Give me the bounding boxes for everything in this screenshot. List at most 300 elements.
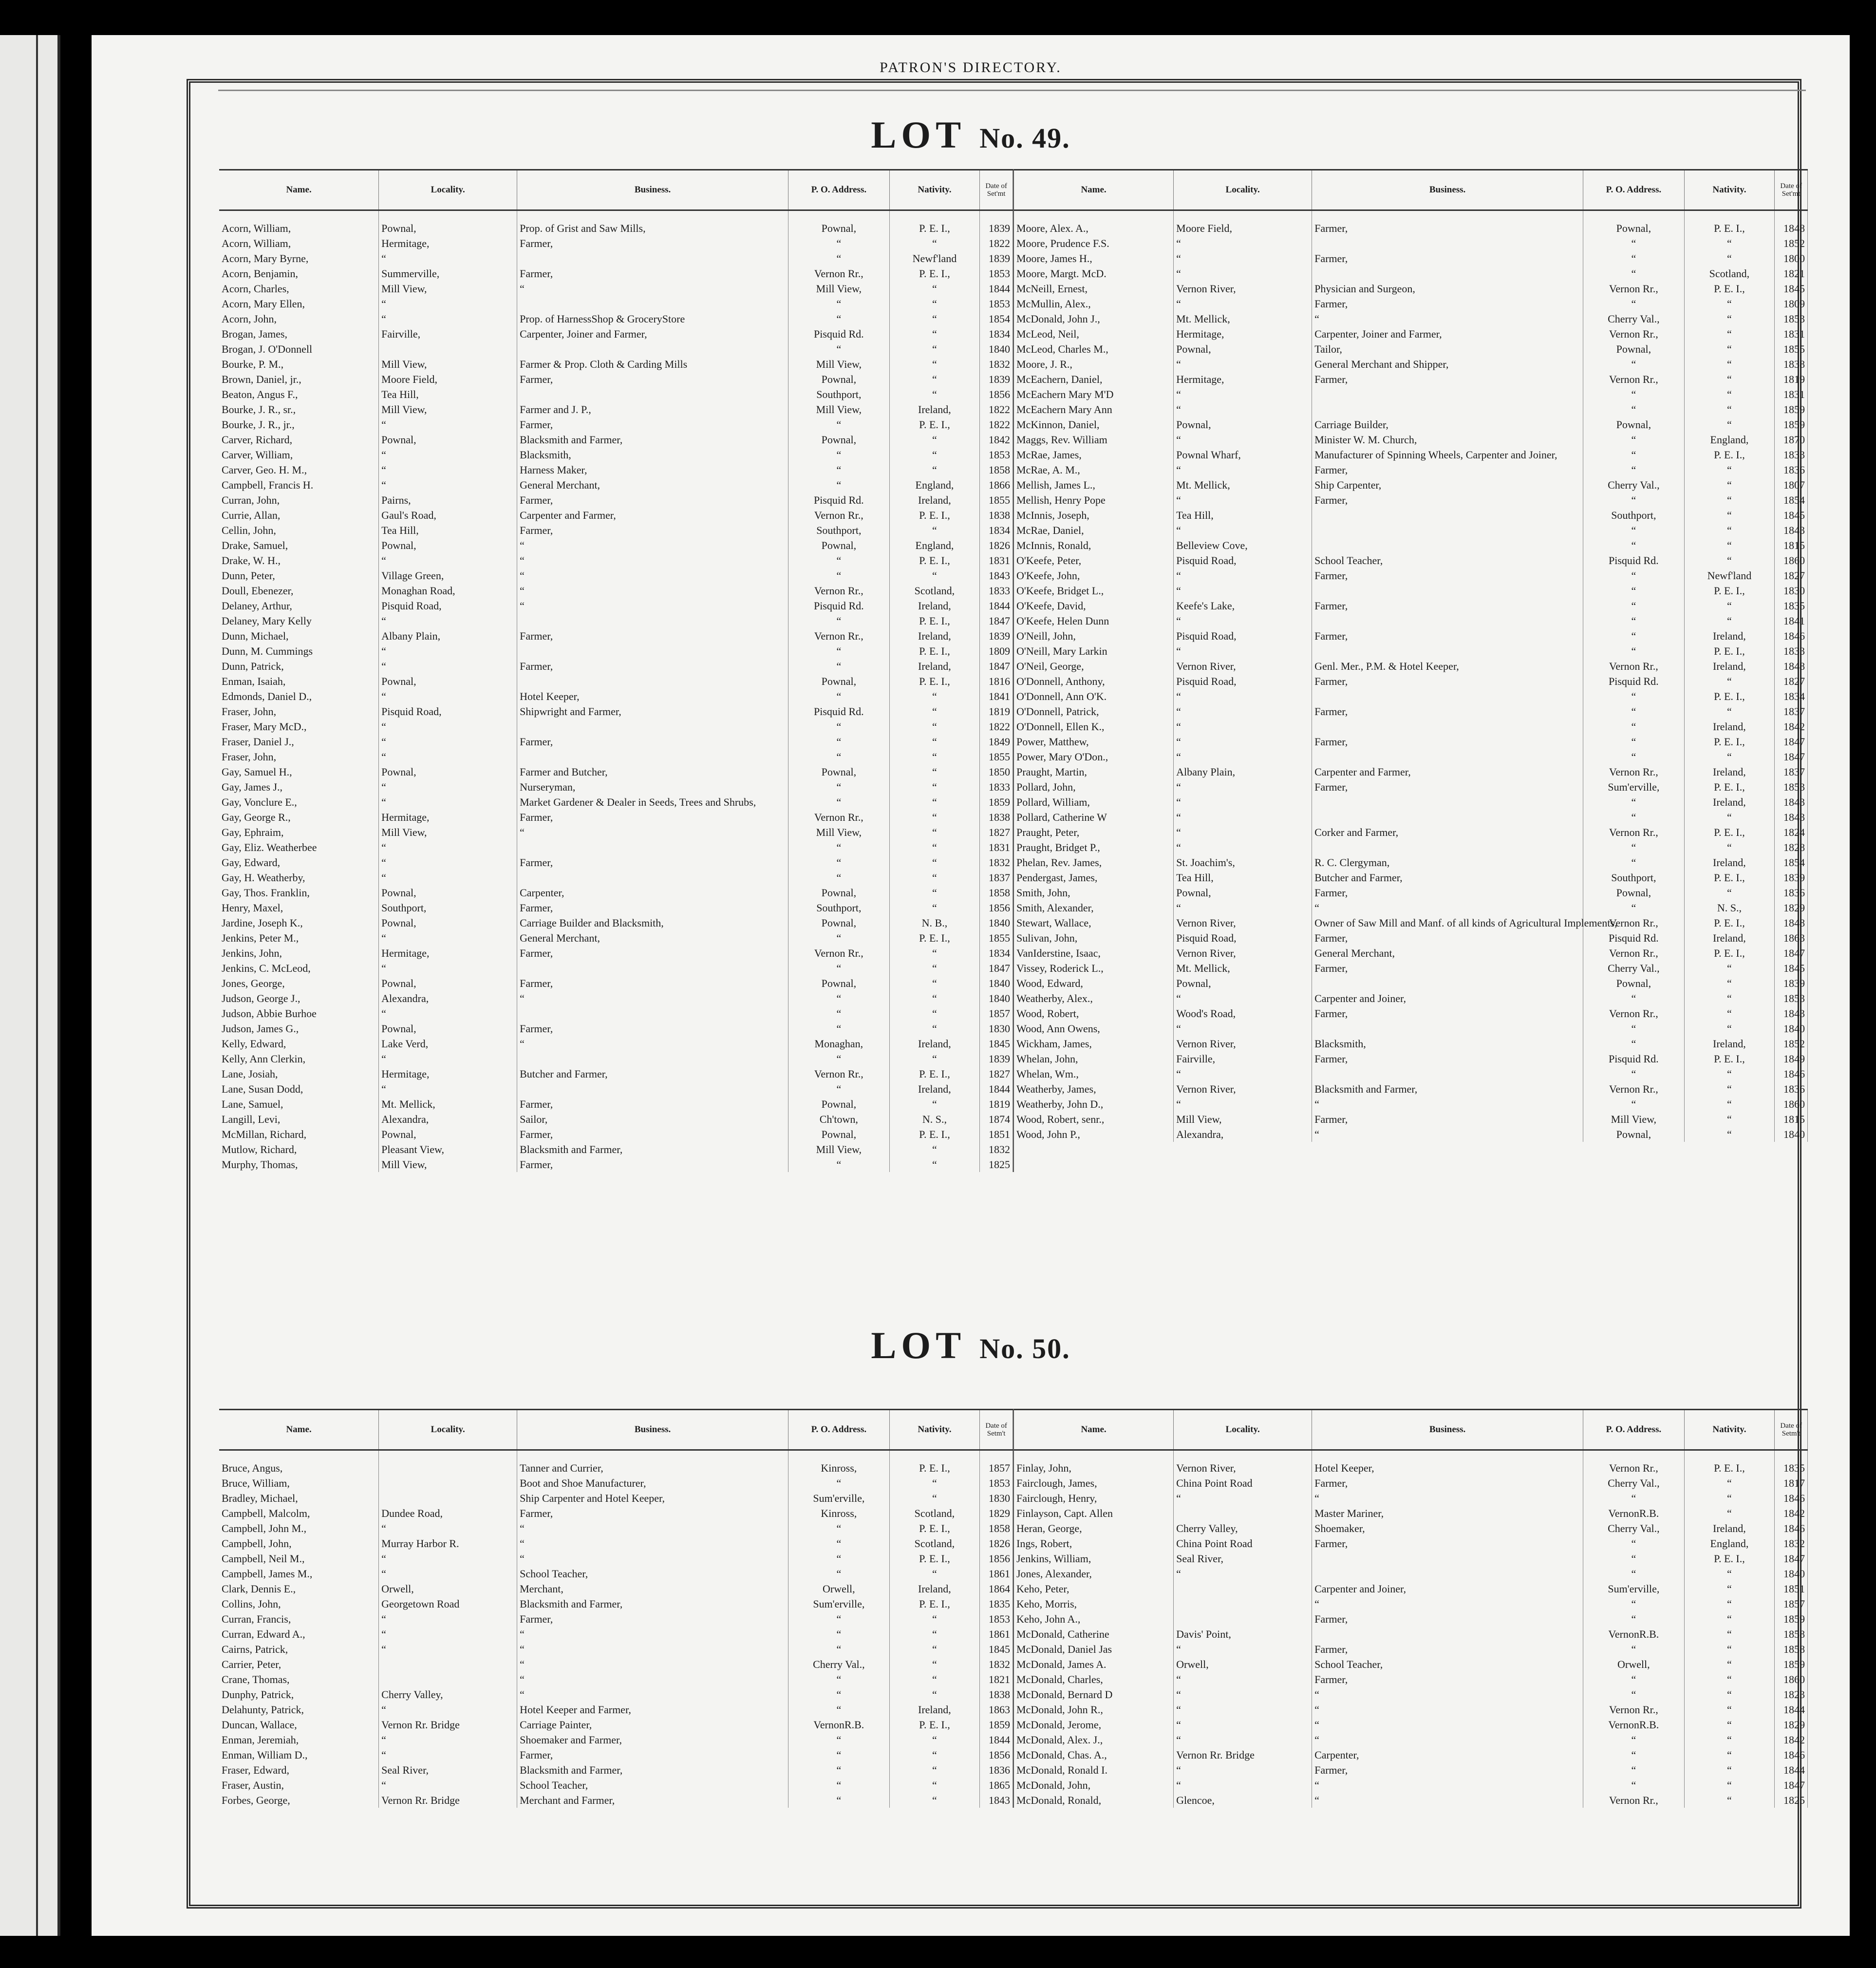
business-cell: Blacksmith and Farmer, — [517, 432, 788, 447]
business-header: Business. — [517, 1410, 788, 1450]
nativity-cell: “ — [889, 1778, 980, 1793]
nativity-header: Nativity. — [889, 1410, 980, 1450]
date-cell: 1834 — [980, 946, 1013, 961]
date-cell: 1859 — [980, 1717, 1013, 1732]
locality-cell: Davis' Point, — [1174, 1627, 1312, 1642]
locality-cell: Vernon River, — [1174, 915, 1312, 930]
table-row — [219, 251, 1013, 266]
po-address-cell: Vernon Rr., — [1583, 1081, 1685, 1097]
nativity-cell: “ — [889, 991, 980, 1006]
nativity-cell: “ — [1684, 674, 1775, 689]
date-cell: 1819 — [980, 704, 1013, 719]
table-row — [219, 1672, 1013, 1687]
date-cell: 1832 — [1775, 1536, 1808, 1551]
table-row — [219, 447, 1013, 462]
locality-cell — [379, 1657, 517, 1672]
nativity-cell: “ — [1684, 492, 1775, 508]
locality-cell: “ — [379, 1778, 517, 1793]
po-address-cell: “ — [788, 251, 890, 266]
locality-cell: Orwell, — [379, 1581, 517, 1596]
business-cell: Shoemaker, — [1312, 1521, 1583, 1536]
business-cell: Farmer, — [517, 810, 788, 825]
name-cell: Bradley, Michael, — [219, 1491, 379, 1506]
date-cell: 1855 — [1775, 341, 1808, 357]
po-address-cell: Pownal, — [1583, 341, 1685, 357]
business-cell: “ — [517, 598, 788, 613]
nativity-cell: P. E. I., — [889, 1450, 980, 1476]
table-row — [219, 1127, 1013, 1142]
business-cell — [1312, 749, 1583, 764]
locality-cell: Gaul's Road, — [379, 508, 517, 523]
locality-cell — [379, 1450, 517, 1476]
name-cell: McDonald, Bernard D — [1014, 1687, 1174, 1702]
table-row — [1014, 946, 1808, 961]
locality-cell: Pownal, — [379, 1021, 517, 1036]
po-address-cell: “ — [1583, 1596, 1685, 1611]
date-cell: 1827 — [1775, 674, 1808, 689]
name-cell: McDonald, Ronald I. — [1014, 1762, 1174, 1778]
table-row — [1014, 281, 1808, 296]
locality-cell: Southport, — [379, 900, 517, 915]
nativity-cell: “ — [889, 1157, 980, 1172]
name-cell: Pendergast, James, — [1014, 870, 1174, 885]
name-cell: Smith, Alexander, — [1014, 900, 1174, 915]
name-cell: McEachern, Daniel, — [1014, 372, 1174, 387]
table-row — [219, 341, 1013, 357]
date-cell: 1832 — [980, 1142, 1013, 1157]
lot-49-right-column — [1013, 169, 1808, 1172]
name-cell: O'Donnell, Patrick, — [1014, 704, 1174, 719]
business-cell: Carriage Builder, — [1312, 417, 1583, 432]
locality-cell: “ — [379, 553, 517, 568]
lot-50-title — [92, 1324, 1850, 1367]
po-address-cell: Cherry Val., — [1583, 311, 1685, 326]
date-cell: 1864 — [980, 1581, 1013, 1596]
table-row — [1014, 1687, 1808, 1702]
name-cell: Gay, Thos. Franklin, — [219, 885, 379, 900]
business-cell: Farmer, — [1312, 1536, 1583, 1551]
po-address-cell: Pownal, — [788, 915, 890, 930]
po-address-header: P. O. Address. — [788, 1410, 890, 1450]
nativity-cell: “ — [1684, 1081, 1775, 1097]
date-cell: 1836 — [1775, 462, 1808, 477]
business-cell: Tanner and Currier, — [517, 1450, 788, 1476]
nativity-cell: Scotland, — [1684, 266, 1775, 281]
table-row — [1014, 870, 1808, 885]
po-address-cell: Vernon Rr., — [788, 628, 890, 643]
locality-cell: “ — [379, 719, 517, 734]
date-cell: 1858 — [1775, 1627, 1808, 1642]
locality-cell: “ — [1174, 900, 1312, 915]
po-address-cell: Pisquid Rd. — [1583, 553, 1685, 568]
name-cell: McDonald, John R., — [1014, 1702, 1174, 1717]
locality-cell: Murray Harbor R. — [379, 1536, 517, 1551]
name-cell: Gay, George R., — [219, 810, 379, 825]
po-address-cell: “ — [788, 734, 890, 749]
nativity-cell: “ — [1684, 1642, 1775, 1657]
table-row — [219, 764, 1013, 779]
lot-49-title — [92, 113, 1850, 157]
business-cell: Farmer, — [1312, 1476, 1583, 1491]
locality-cell: Vernon River, — [1174, 1081, 1312, 1097]
name-cell: Jenkins, Peter M., — [219, 930, 379, 946]
nativity-cell: “ — [889, 341, 980, 357]
date-cell: 1839 — [1775, 870, 1808, 885]
date-cell: 1830 — [1775, 583, 1808, 598]
business-cell: Hotel Keeper and Farmer, — [517, 1702, 788, 1717]
name-cell: Acorn, William, — [219, 210, 379, 236]
nativity-cell: “ — [889, 1021, 980, 1036]
po-address-cell: Pownal, — [788, 432, 890, 447]
po-address-cell: “ — [1583, 719, 1685, 734]
date-cell: 1866 — [980, 477, 1013, 492]
po-address-cell: Vernon Rr., — [1583, 1793, 1685, 1808]
date-cell: 1847 — [1775, 946, 1808, 961]
business-cell — [517, 674, 788, 689]
date-cell: 1821 — [980, 1672, 1013, 1687]
date-cell: 1870 — [1775, 432, 1808, 447]
date-cell: 1859 — [1775, 402, 1808, 417]
table-row — [1014, 900, 1808, 915]
name-cell: McDonald, Chas. A., — [1014, 1747, 1174, 1762]
nativity-cell: “ — [1684, 1476, 1775, 1491]
po-address-cell: Pownal, — [788, 372, 890, 387]
nativity-cell: P. E. I., — [1684, 643, 1775, 659]
business-header: Business. — [1312, 1410, 1583, 1450]
po-address-cell: “ — [1583, 1778, 1685, 1793]
locality-cell: Hermitage, — [379, 810, 517, 825]
po-address-cell: Pisquid Rd. — [788, 492, 890, 508]
nativity-cell: “ — [889, 311, 980, 326]
business-cell: “ — [1312, 1717, 1583, 1732]
nativity-cell: P. E. I., — [1684, 1551, 1775, 1566]
date-cell: 1858 — [980, 462, 1013, 477]
po-address-cell: Mill View, — [788, 357, 890, 372]
nativity-cell: “ — [1684, 810, 1775, 825]
locality-cell: Mt. Mellick, — [1174, 477, 1312, 492]
business-cell — [517, 643, 788, 659]
directory-page — [92, 35, 1850, 1936]
business-cell: Farmer, — [1312, 598, 1583, 613]
business-cell — [1312, 840, 1583, 855]
table-row — [219, 1793, 1013, 1808]
business-cell — [1312, 1627, 1583, 1642]
po-address-cell: Pownal, — [788, 538, 890, 553]
locality-cell: Pisquid Road, — [1174, 628, 1312, 643]
date-cell: 1833 — [1775, 643, 1808, 659]
name-cell: Enman, Jeremiah, — [219, 1732, 379, 1747]
nativity-cell: “ — [1684, 462, 1775, 477]
table-row — [1014, 1581, 1808, 1596]
nativity-cell: Ireland, — [889, 402, 980, 417]
business-cell: Ship Carpenter and Hotel Keeper, — [517, 1491, 788, 1506]
business-cell: “ — [1312, 1732, 1583, 1747]
table-row — [1014, 1732, 1808, 1747]
table-row — [1014, 795, 1808, 810]
nativity-cell: “ — [889, 1627, 980, 1642]
po-address-cell: “ — [788, 236, 890, 251]
date-cell: 1840 — [980, 915, 1013, 930]
locality-cell: Pairns, — [379, 492, 517, 508]
business-cell: “ — [1312, 1687, 1583, 1702]
locality-cell: Seal River, — [1174, 1551, 1312, 1566]
table-row — [219, 568, 1013, 583]
locality-cell: “ — [379, 447, 517, 462]
nativity-cell: P. E. I., — [889, 1521, 980, 1536]
nativity-cell: “ — [1684, 1581, 1775, 1596]
locality-cell: “ — [379, 417, 517, 432]
locality-cell: St. Joachim's, — [1174, 855, 1312, 870]
nativity-cell: “ — [889, 1642, 980, 1657]
date-cell: 1858 — [1775, 1642, 1808, 1657]
name-cell: Bourke, J. R., sr., — [219, 402, 379, 417]
date-cell: 1845 — [980, 1036, 1013, 1051]
po-address-cell: “ — [788, 1702, 890, 1717]
name-cell: Moore, James H., — [1014, 251, 1174, 266]
business-cell — [1312, 795, 1583, 810]
nativity-cell: “ — [1684, 1491, 1775, 1506]
lot-49-left-column — [219, 169, 1013, 1172]
locality-cell: Fairville, — [1174, 1051, 1312, 1066]
date-cell: 1847 — [980, 659, 1013, 674]
locality-cell: Pleasant View, — [379, 1142, 517, 1157]
table-row — [1014, 1642, 1808, 1657]
locality-cell: “ — [1174, 583, 1312, 598]
locality-cell: Vernon Rr. Bridge — [379, 1793, 517, 1808]
business-cell — [517, 961, 788, 976]
business-cell: Farmer, — [1312, 492, 1583, 508]
directory-table — [219, 1409, 1013, 1808]
po-address-cell: Pisquid Rd. — [1583, 1051, 1685, 1066]
locality-cell: “ — [1174, 1566, 1312, 1581]
business-cell: Farmer, — [1312, 674, 1583, 689]
date-cell: 1831 — [1775, 387, 1808, 402]
nativity-cell: “ — [889, 1672, 980, 1687]
locality-cell: “ — [1174, 840, 1312, 855]
po-address-cell: “ — [788, 719, 890, 734]
nativity-cell: “ — [1684, 749, 1775, 764]
name-cell: Dunn, Patrick, — [219, 659, 379, 674]
date-cell: 1828 — [1775, 840, 1808, 855]
locality-cell: “ — [1174, 1717, 1312, 1732]
date-cell: 1851 — [980, 1127, 1013, 1142]
table-row — [1014, 1081, 1808, 1097]
table-row — [1014, 1778, 1808, 1793]
table-row — [1014, 553, 1808, 568]
date-cell: 1853 — [1775, 991, 1808, 1006]
po-address-cell: Ch'town, — [788, 1112, 890, 1127]
table-row — [1014, 568, 1808, 583]
name-cell: Brown, Daniel, jr., — [219, 372, 379, 387]
name-cell: Wood, Robert, senr., — [1014, 1112, 1174, 1127]
name-cell: Jones, George, — [219, 976, 379, 991]
nativity-cell: “ — [1684, 402, 1775, 417]
po-address-cell: “ — [788, 477, 890, 492]
locality-cell: “ — [379, 1051, 517, 1066]
nativity-cell: P. E. I., — [1684, 583, 1775, 598]
nativity-cell: P. E. I., — [1684, 734, 1775, 749]
po-address-cell: “ — [788, 311, 890, 326]
locality-cell: “ — [1174, 568, 1312, 583]
po-address-cell: “ — [1583, 991, 1685, 1006]
date-cell: 1857 — [1775, 1596, 1808, 1611]
po-address-cell: Vernon Rr., — [1583, 281, 1685, 296]
business-cell: Shoemaker and Farmer, — [517, 1732, 788, 1747]
business-cell — [1312, 387, 1583, 402]
nativity-cell: “ — [889, 1732, 980, 1747]
business-cell: Market Gardener & Dealer in Seeds, Trees and Shrubs, — [517, 795, 788, 810]
nativity-cell: “ — [889, 1566, 980, 1581]
table-row — [1014, 417, 1808, 432]
name-cell: Weatherby, James, — [1014, 1081, 1174, 1097]
po-address-cell: Southport, — [1583, 508, 1685, 523]
locality-cell: Monaghan Road, — [379, 583, 517, 598]
table-row — [1014, 492, 1808, 508]
name-cell: Smith, John, — [1014, 885, 1174, 900]
business-cell — [1312, 583, 1583, 598]
name-cell: Collins, John, — [219, 1596, 379, 1611]
business-cell: “ — [1312, 311, 1583, 326]
po-address-cell: “ — [788, 1051, 890, 1066]
nativity-cell: “ — [1684, 840, 1775, 855]
business-cell: Farmer, — [1312, 372, 1583, 387]
nativity-cell: “ — [1684, 372, 1775, 387]
nativity-cell: “ — [889, 326, 980, 341]
locality-cell: “ — [379, 1081, 517, 1097]
directory-table — [1014, 169, 1808, 1142]
date-cell: 1874 — [980, 1112, 1013, 1127]
nativity-cell: P. E. I., — [889, 643, 980, 659]
page-header: PATRON'S DIRECTORY. — [880, 59, 1062, 76]
date-cell: 1838 — [980, 1687, 1013, 1702]
name-cell: Dunn, M. Cummings — [219, 643, 379, 659]
table-row — [219, 432, 1013, 447]
locality-cell: “ — [1174, 1762, 1312, 1778]
name-cell: Gay, James J., — [219, 779, 379, 795]
business-cell: General Merchant, — [1312, 946, 1583, 961]
business-cell: Carpenter and Joiner, — [1312, 1581, 1583, 1596]
table-row — [219, 961, 1013, 976]
nativity-header: Nativity. — [889, 170, 980, 210]
business-cell: Blacksmith, — [517, 447, 788, 462]
nativity-cell: “ — [1684, 1778, 1775, 1793]
name-cell: O'Keefe, Helen Dunn — [1014, 613, 1174, 628]
locality-cell: Alexandra, — [379, 1112, 517, 1127]
date-header: Date of Setm't — [1775, 1410, 1808, 1450]
table-row — [219, 1506, 1013, 1521]
table-row — [1014, 447, 1808, 462]
po-address-cell: “ — [788, 779, 890, 795]
name-cell: McRae, James, — [1014, 447, 1174, 462]
business-cell: Farmer, — [517, 372, 788, 387]
business-cell: Farmer, — [517, 855, 788, 870]
locality-cell: Pisquid Road, — [1174, 553, 1312, 568]
locality-cell: Mill View, — [1174, 1112, 1312, 1127]
date-cell: 1837 — [980, 870, 1013, 885]
name-cell: McInnis, Joseph, — [1014, 508, 1174, 523]
table-row — [1014, 236, 1808, 251]
business-cell: Carpenter, Joiner and Farmer, — [517, 326, 788, 341]
table-row — [1014, 372, 1808, 387]
business-cell: Owner of Saw Mill and Manf. of all kinds of Agricultural Implements, — [1312, 915, 1583, 930]
po-address-cell: “ — [1583, 810, 1685, 825]
nativity-cell: “ — [1684, 1717, 1775, 1732]
nativity-cell: “ — [889, 296, 980, 311]
po-address-cell: Cherry Val., — [788, 1657, 890, 1672]
business-cell: “ — [517, 568, 788, 583]
business-cell: Corker and Farmer, — [1312, 825, 1583, 840]
locality-cell: Albany Plain, — [379, 628, 517, 643]
po-address-cell: Vernon Rr., — [1583, 372, 1685, 387]
nativity-cell: Ireland, — [889, 628, 980, 643]
nativity-cell: Ireland, — [1684, 855, 1775, 870]
date-cell: 1863 — [980, 1702, 1013, 1717]
nativity-cell: “ — [1684, 1732, 1775, 1747]
po-address-cell: “ — [1583, 1642, 1685, 1657]
po-address-cell: Vernon Rr., — [788, 1066, 890, 1081]
name-cell: Jenkins, C. McLeod, — [219, 961, 379, 976]
nativity-cell: P. E. I., — [1684, 779, 1775, 795]
locality-header: Locality. — [379, 170, 517, 210]
locality-cell: “ — [1174, 523, 1312, 538]
table-row — [1014, 961, 1808, 976]
date-cell: 1847 — [980, 613, 1013, 628]
po-address-cell: Pownal, — [788, 1127, 890, 1142]
po-address-cell: Vernon Rr., — [788, 266, 890, 281]
nativity-cell: P. E. I., — [1684, 1450, 1775, 1476]
locality-cell: “ — [1174, 1778, 1312, 1793]
date-cell: 1854 — [1775, 492, 1808, 508]
locality-cell: Pownal, — [379, 674, 517, 689]
nativity-cell: “ — [889, 734, 980, 749]
nativity-header: Nativity. — [1684, 170, 1775, 210]
po-address-cell: “ — [1583, 1036, 1685, 1051]
name-cell: Murphy, Thomas, — [219, 1157, 379, 1172]
name-cell: Vissey, Roderick L., — [1014, 961, 1174, 976]
table-row — [1014, 885, 1808, 900]
name-cell: Campbell, Francis H. — [219, 477, 379, 492]
date-cell: 1858 — [980, 1521, 1013, 1536]
nativity-cell: Newf'land — [889, 251, 980, 266]
table-row — [1014, 915, 1808, 930]
date-cell: 1829 — [1775, 900, 1808, 915]
table-row — [219, 1021, 1013, 1036]
name-cell: Langill, Levi, — [219, 1112, 379, 1127]
locality-cell: Vernon Rr. Bridge — [1174, 1747, 1312, 1762]
po-address-cell: “ — [1583, 689, 1685, 704]
name-cell: O'Donnell, Anthony, — [1014, 674, 1174, 689]
locality-cell — [379, 1672, 517, 1687]
business-cell: Farmer, — [517, 236, 788, 251]
po-address-cell: Sum'erville, — [1583, 1581, 1685, 1596]
table-row — [219, 659, 1013, 674]
business-cell: “ — [1312, 1596, 1583, 1611]
locality-cell: “ — [1174, 795, 1312, 810]
table-row — [219, 357, 1013, 372]
po-address-cell: Orwell, — [788, 1581, 890, 1596]
table-row — [219, 1762, 1013, 1778]
nativity-cell: P. E. I., — [1684, 447, 1775, 462]
name-cell: Wickham, James, — [1014, 1036, 1174, 1051]
header-row — [219, 1410, 1013, 1450]
business-cell: “ — [1312, 1793, 1583, 1808]
nativity-cell: “ — [1684, 1762, 1775, 1778]
name-cell: Drake, Samuel, — [219, 538, 379, 553]
po-address-cell: Sum'erville, — [788, 1491, 890, 1506]
table-row — [1014, 674, 1808, 689]
po-address-cell: “ — [788, 1566, 890, 1581]
table-row — [1014, 840, 1808, 855]
